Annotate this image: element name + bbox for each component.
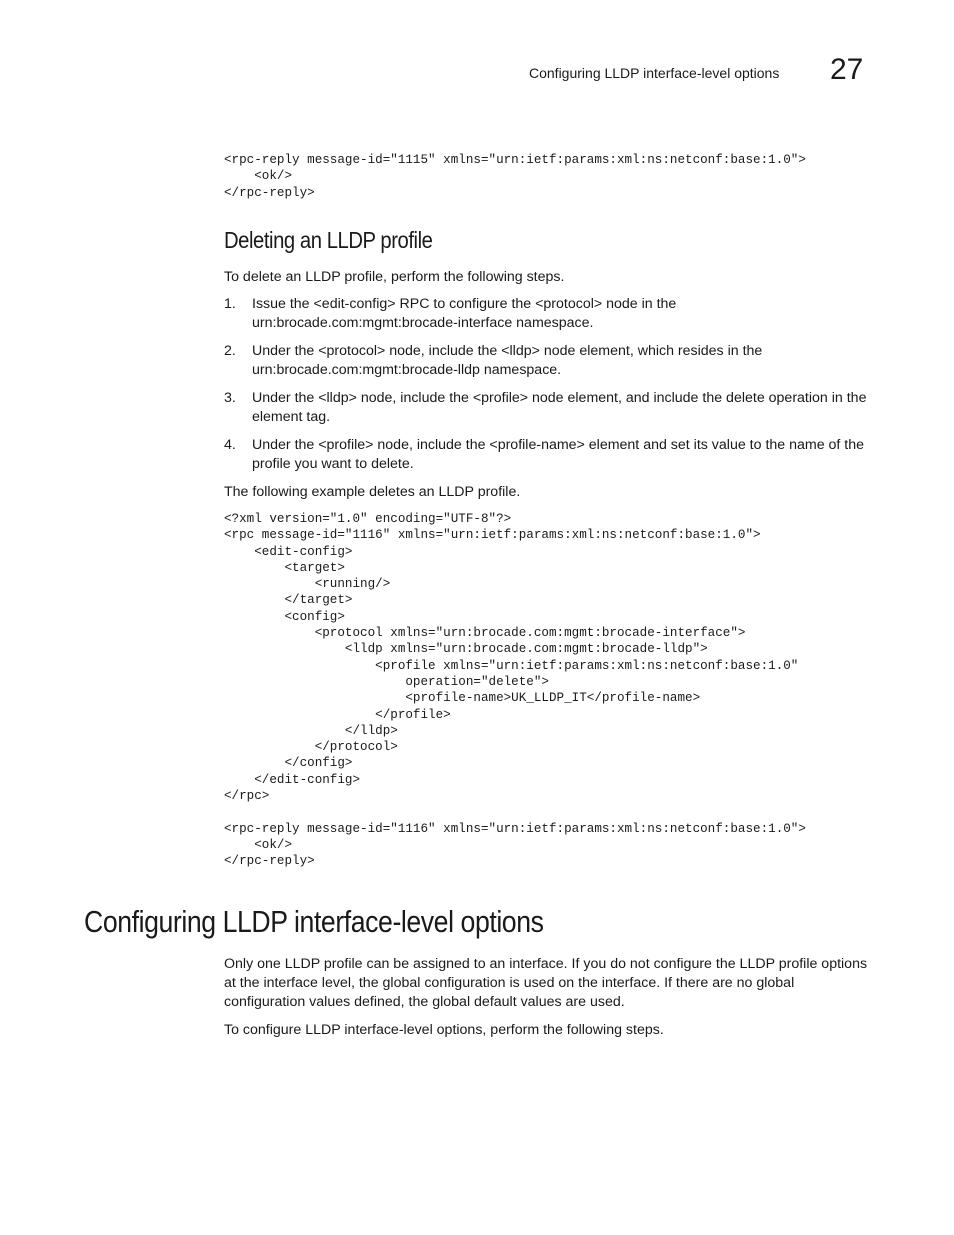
example-intro-paragraph: The following example deletes an LLDP profile. — [224, 484, 521, 500]
code-block-delete-profile: <?xml version="1.0" encoding="UTF-8"?> <rpc message-id="1116" xmlns="urn:ietf:params:xml:ns:netconf:base:1.0"> <edit-config> <target> <running/> </target> <config> <protocol xmlns="urn:brocade.com:mgmt:brocade-interface"> <lldp xmlns="urn:brocade.com:mgmt:brocade-lldp"> <profile xmlns="urn:ietf:params:xml:ns:netconf:base:1.0" operation="delete"> <profile-name>UK_LLDP_IT</profile-name> </profile> </lldp> </protocol> </config> </edit-config> </rpc> <rpc-reply message-id="1116" xmlns="urn:ietf:params:xml:ns:netconf:base:1.0"> <ok/> </rpc-reply> — [224, 512, 806, 869]
steps-list — [224, 295, 874, 483]
step-number: 2. — [224, 343, 236, 359]
step-number: 4. — [224, 437, 236, 453]
step-text: Issue the <edit-config> RPC to configure the <protocol> node in the urn:brocade.com:mgmt:brocade-interface namespace. — [252, 296, 677, 331]
list-item — [224, 295, 874, 333]
chapter-number: 27 — [830, 53, 864, 86]
list-item — [224, 342, 874, 380]
intro-paragraph: To delete an LLDP profile, perform the following steps. — [224, 269, 565, 285]
running-header-title: Configuring LLDP interface-level options — [529, 65, 780, 81]
step-text: Under the <profile> node, include the <profile-name> element and set its value to the name of the profile you want to delete. — [252, 437, 865, 472]
list-item — [224, 436, 874, 474]
configure-paragraph-2: To configure LLDP interface-level options, perform the following steps. — [224, 1022, 664, 1038]
configure-paragraph-1: Only one LLDP profile can be assigned to an interface. If you do not configure the LLDP profile options at the interface level, the global configuration is used on the interface. If there are no global configuration values defined, the global default values are used. — [224, 956, 868, 1010]
step-number: 1. — [224, 296, 236, 312]
code-block-rpc-reply-1115: <rpc-reply message-id="1115" xmlns="urn:ietf:params:xml:ns:netconf:base:1.0"> <ok/> </rpc-reply> — [224, 153, 806, 200]
list-item — [224, 389, 874, 427]
step-text: Under the <lldp> node, include the <profile> node element, and include the delete operation in the element tag. — [252, 390, 867, 425]
section-heading-deleting-lldp-profile: Deleting an LLDP profile — [224, 227, 433, 253]
section-heading-configuring-lldp-interface-options: Configuring LLDP interface-level options — [84, 904, 544, 939]
step-number: 3. — [224, 390, 236, 406]
step-text: Under the <protocol> node, include the <lldp> node element, which resides in the urn:brocade.com:mgmt:brocade-lldp namespace. — [252, 343, 763, 378]
